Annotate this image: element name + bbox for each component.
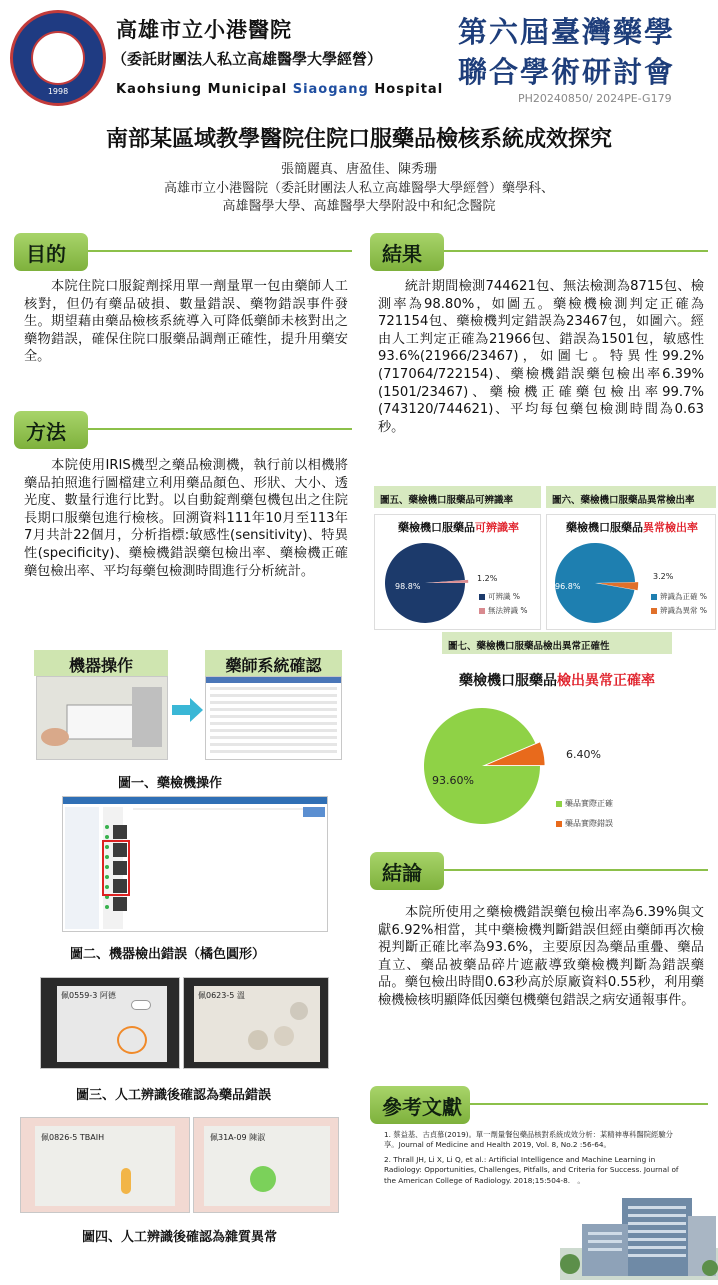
fig3-label-b: 佩0623-5 溫 xyxy=(198,991,245,1000)
fig4-photo-a xyxy=(20,1117,190,1213)
hospital-name: 高雄市立小港醫院 xyxy=(116,18,292,42)
reference-1: 1. 蔡益基、古貞慕(2019)。單一劑量餐包藥品核對系統成效分析：某精神專科醫院經驗分享。Journal of Medicine and Health 2019, Vol. 8, No.2 :56-64。 xyxy=(384,1130,673,1150)
results-heading: 結果 xyxy=(370,233,444,271)
fig7-title-highlight: 檢出異常正確率 xyxy=(557,673,655,689)
conclusion-text: 本院所使用之藥檢機錯誤藥包檢出率為6.39%與文獻6.92%相當，其中藥檢機判斷錯誤但經由藥師再次檢視判斷正確比率為93.6%，主要原因為藥品重疊、藥品直立、藥品被藥品碎片遮蔽導致藥檢機判斷為錯誤藥品。藥包檢出時間0.63秒高於原廠資料0.55秒，利用藥檢機檢核明顯降低因藥包機藥包錯誤之病安通報事件。 xyxy=(378,905,704,1008)
legend-label: 辨識為正確 % xyxy=(660,592,708,601)
fig6-chart xyxy=(546,514,716,630)
fig2-caption: 圖二、機器檢出錯誤（橘色圓形） xyxy=(70,947,266,962)
fig7-value-label-1: 6.40% xyxy=(566,748,601,761)
fig3-pill-pack-b xyxy=(194,986,320,1062)
arrow-right-icon xyxy=(172,697,204,723)
system-screen-illustration xyxy=(206,677,341,759)
fig5-chart xyxy=(374,514,541,630)
fig3-photo-b xyxy=(183,977,329,1069)
pill-icon xyxy=(274,1026,294,1046)
conclusion-divider xyxy=(444,869,708,871)
legend-swatch xyxy=(651,594,657,600)
fig6-legend-0 xyxy=(651,591,707,602)
legend-label: 藥品實際正確 xyxy=(565,799,613,808)
fig4-pill-pack-b xyxy=(204,1126,330,1206)
affiliation-line1: 高雄市立小港醫院（委託財團法人私立高雄醫學大學經營）藥學科、 xyxy=(163,181,554,196)
legend-swatch xyxy=(556,821,562,827)
hospital-en-prefix: Kaohsiung Municipal xyxy=(116,82,293,97)
legend-label: 辨識為異常 % xyxy=(660,606,708,615)
capsule-icon xyxy=(121,1168,131,1194)
fig2-screenshot xyxy=(62,796,328,932)
legend-label: 無法辨識 % xyxy=(488,606,528,615)
fig6-value-label-0: 96.8% xyxy=(555,582,581,591)
fig1-machine-photo xyxy=(36,676,168,760)
green-circle-icon xyxy=(250,1166,276,1192)
orange-circle-icon xyxy=(117,1026,147,1054)
conference-title-line1: 第六屆臺灣藥學 xyxy=(458,15,676,49)
fig7-legend-0 xyxy=(556,798,613,809)
method-heading: 方法 xyxy=(14,411,88,449)
fig7-header: 圖七、藥檢機口服藥品檢出異常正確性 xyxy=(442,632,672,654)
fig4-label-b: 佩31A-09 陳淑 xyxy=(210,1133,266,1142)
legend-label: 可辨識 % xyxy=(488,592,521,601)
fig6-chart-title xyxy=(547,519,717,535)
hospital-en-highlight: Siaogang xyxy=(292,82,369,97)
fig6-legend-1 xyxy=(651,605,707,616)
hospital-english-name xyxy=(116,82,443,97)
conference-code: PH20240850/ 2024PE-G179 xyxy=(518,92,672,105)
fig1-system-screenshot xyxy=(205,676,342,760)
fig5-value-label-1: 1.2% xyxy=(477,574,498,583)
fig1-tag-machine: 機器操作 xyxy=(34,650,168,676)
results-divider xyxy=(444,250,708,252)
fig1-tag-pharmacist: 藥師系統確認 xyxy=(205,650,342,676)
fig5-legend-0 xyxy=(479,591,520,602)
fig5-title-highlight: 可辨識率 xyxy=(475,521,519,534)
legend-swatch xyxy=(479,594,485,600)
fig7-chart-title xyxy=(410,670,704,690)
fig5-legend-1 xyxy=(479,605,528,616)
legend-swatch xyxy=(651,608,657,614)
fig5-header: 圖五、藥檢機口服藥品可辨識率 xyxy=(374,486,541,508)
conference-title-line2: 聯合學術研討會 xyxy=(458,55,676,89)
pill-icon xyxy=(248,1030,268,1050)
purpose-divider xyxy=(88,250,352,252)
fig6-header: 圖六、藥檢機口服藥品異常檢出率 xyxy=(546,486,716,508)
fig5-value-label-0: 98.8% xyxy=(395,582,421,591)
legend-label: 藥品實際錯誤 xyxy=(565,819,613,828)
fig6-value-label-1: 3.2% xyxy=(653,572,674,581)
fig3-pill-pack-a xyxy=(57,986,167,1062)
affiliation-line2: 高雄醫學大學、高雄醫學大學附設中和紀念醫院 xyxy=(222,199,496,214)
fig7-slice-0 xyxy=(424,708,540,824)
machine-photo-illustration xyxy=(37,677,167,759)
conclusion-heading: 結論 xyxy=(370,852,444,890)
purpose-heading: 目的 xyxy=(14,233,88,271)
purpose-text: 本院住院口服錠劑採用單一劑量單一包由藥師人工核對，但仍有藥品破損、數量錯誤、藥物錯誤事件發生。期望藉由藥品檢核系統導入可降低藥師未核對出之藥物錯誤，確保住院口服藥品調劑正確性，提升用藥安全。 xyxy=(24,279,348,365)
fig4-caption: 圖四、人工辨識後確認為雜質異常 xyxy=(82,1230,278,1245)
fig7-value-label-0: 93.60% xyxy=(432,774,474,787)
authors: 張簡麗真、唐盈佳、陳秀珊 xyxy=(280,162,437,177)
legend-swatch xyxy=(556,801,562,807)
results-text: 統計期間檢測744621包、無法檢測為8715包、檢測率為98.80%，如圖五。藥檢機檢測判定正確為721154包、藥檢機判定錯誤為23467包，如圖六。經由人工判定正確為21966包、錯誤為1501包，敏感性93.6%(21966/23467)，如圖七。特異性99.2%(717064/722154)、藥檢機錯誤藥包檢出率6.39%(1501/23467)、藥檢機正確藥包檢出率99.7%(743120/744621)、平均每包藥包檢測時間為0.63秒。 xyxy=(378,279,704,435)
fig6-title-prefix: 藥檢機口服藥品 xyxy=(566,521,643,534)
method-divider xyxy=(88,428,352,430)
fig1-caption: 圖一、藥檢機操作 xyxy=(118,776,223,791)
detection-screen-illustration xyxy=(63,797,327,931)
fig7-chart xyxy=(410,664,704,844)
hospital-subtitle: （委託財團法人私立高雄醫學大學經營） xyxy=(112,50,383,68)
fig7-title-prefix: 藥檢機口服藥品 xyxy=(459,673,557,689)
fig4-photo-b xyxy=(193,1117,339,1213)
hospital-building-icon xyxy=(560,1188,718,1280)
fig3-caption: 圖三、人工辨識後確認為藥品錯誤 xyxy=(76,1088,272,1103)
method-text: 本院使用IRIS機型之藥品檢測機，執行前以相機將藥品拍照進行圖檔建立利用藥品顏色、形狀、大小、透光度、數量行進行比對。以自動錠劑藥包機包出之住院長期口服藥包進行檢核。回溯資料111年10月至113年7月共計22個月，分析指標:敏感性(sensitivity)、特異性(specificity)、藥檢機錯誤藥包檢出率、藥檢機正確藥包檢出率、平均每藥包檢測時間進行分析統計。 xyxy=(24,458,348,579)
logo-emblem-icon xyxy=(31,31,85,85)
fig6-title-highlight: 異常檢出率 xyxy=(643,521,698,534)
hospital-en-suffix: Hospital xyxy=(368,82,444,97)
fig4-label-a: 佩0826-5 TBAIH xyxy=(41,1133,105,1142)
fig3-photo-a xyxy=(40,977,180,1069)
legend-swatch xyxy=(479,608,485,614)
fig4-pill-pack-a xyxy=(35,1126,175,1206)
fig5-title-prefix: 藥檢機口服藥品 xyxy=(398,521,475,534)
pill-icon xyxy=(131,1000,151,1010)
poster-title: 南部某區域教學醫院住院口服藥品檢核系統成效探究 xyxy=(105,127,612,152)
references-divider xyxy=(470,1103,708,1105)
hospital-logo xyxy=(10,10,106,106)
reference-2: 2. Thrall JH, Li X, Li Q, et al.: Artificial Intelligence and Machine Learning in Radiology: Opportunities, Challenges, Pitfalls, and Criteria for Success. Journal of the American College of Radiology. 2018;15:504-8. 。 xyxy=(384,1155,679,1185)
references-heading: 參考文獻 xyxy=(370,1086,470,1124)
pill-icon xyxy=(290,1002,308,1020)
fig3-label-a: 佩0559-3 阿德 xyxy=(61,991,116,1000)
fig5-chart-title xyxy=(375,519,542,535)
logo-year: 1998 xyxy=(47,87,69,96)
fig7-legend-1 xyxy=(556,818,613,829)
